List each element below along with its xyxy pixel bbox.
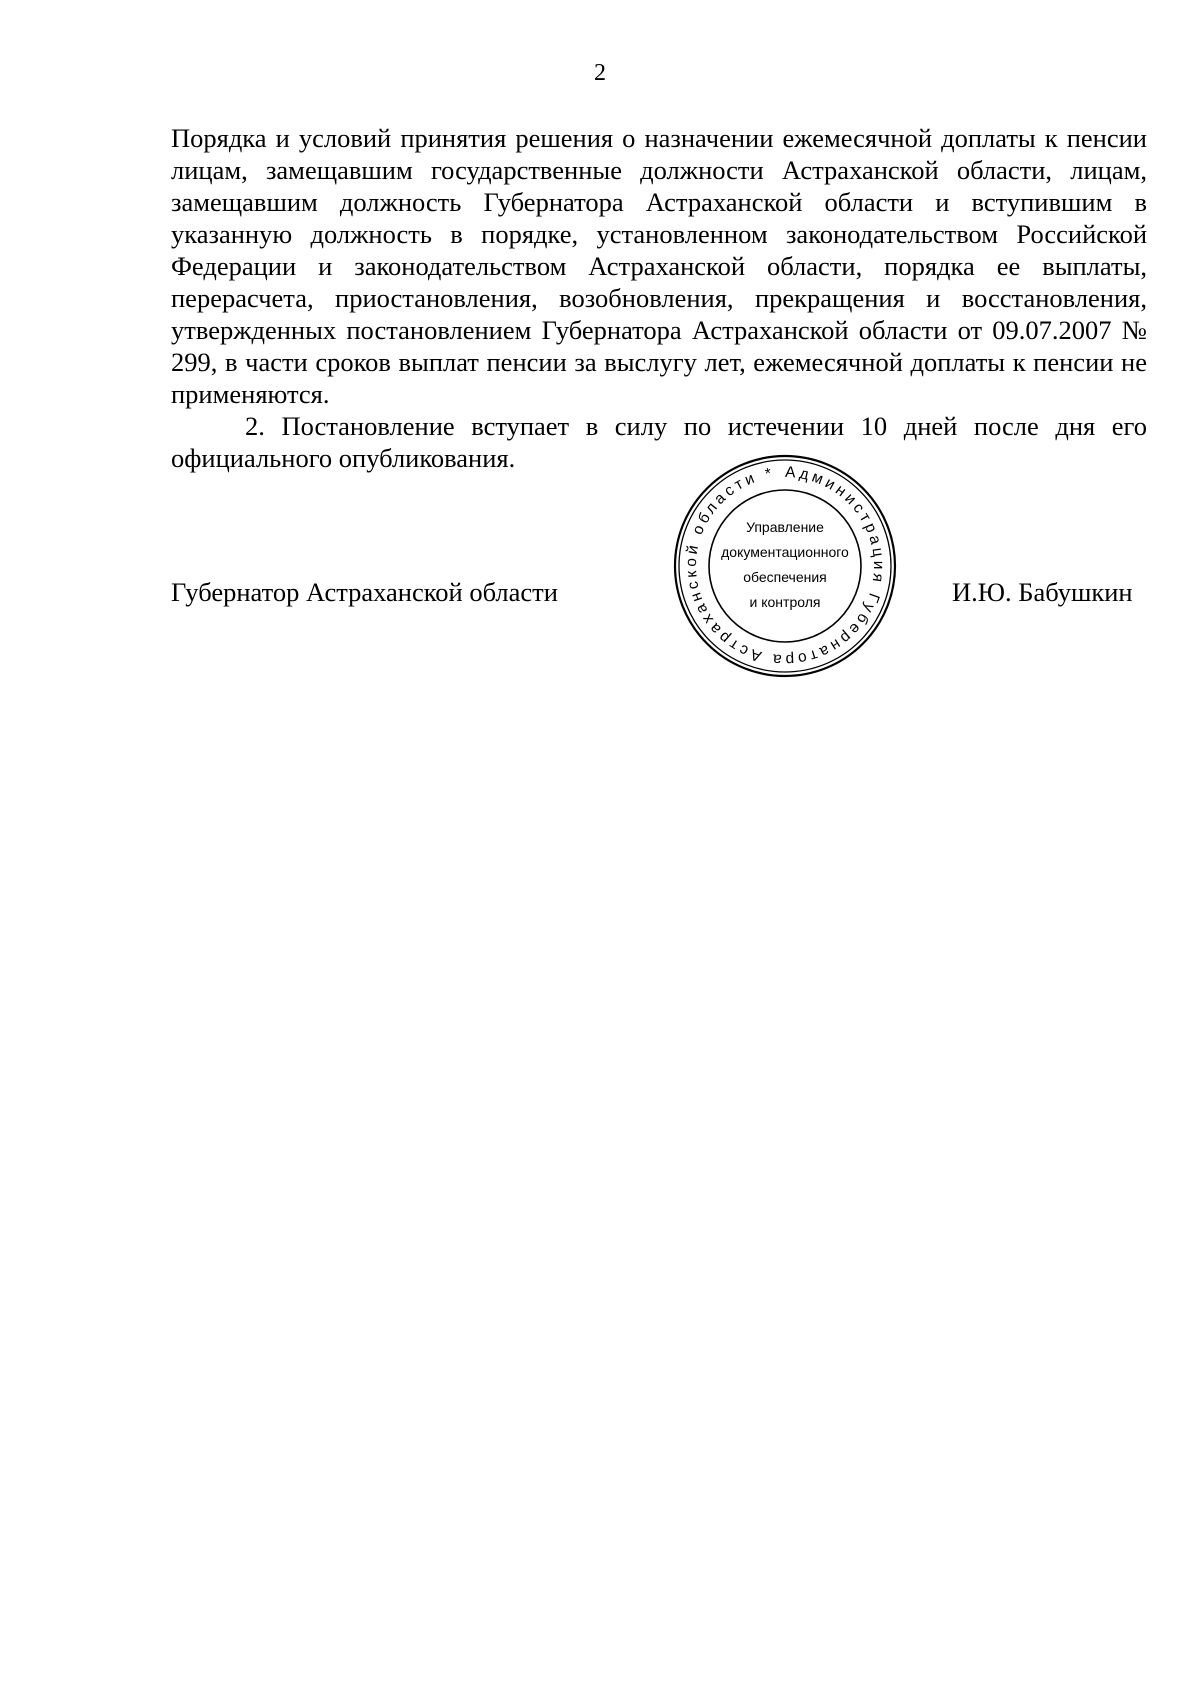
seal-center-line-2: документационного	[721, 544, 849, 560]
seal-second-ring	[679, 460, 891, 672]
seal-center-line-4: и контроля	[749, 594, 821, 610]
paragraph-continuation: Порядка и условий принятия решения о назначении ежемесячной доплаты к пенсии лицам, замещавшим государственные должности Астраханской области, лицам, замещавшим должность Губернатора Астраханской области и вступившим в указанную должность в порядке, установленном законодательством Российской Федерации и законодательством Астраханской области, порядка ее выплаты, перерасчета, приостановления, возобновления, прекращения и восстановления, утвержденных постановлением Губернатора Астраханской области от 09.07.2007 № 299, в части сроков выплат пенсии за выслугу лет, ежемесячной доплаты к пенсии не применяются.	[171, 123, 1147, 409]
seal-graphic	[672, 453, 898, 679]
signatory-name: И.Ю. Бабушкин	[952, 577, 1133, 607]
seal-center-line-3: обеспечения	[743, 569, 827, 585]
paragraph-item-2: 2. Постановление вступает в силу по истечении 10 дней после дня его официального опубликования.	[171, 411, 1147, 473]
seal-outer-ring	[675, 456, 895, 676]
seal-center-line-1: Управление	[746, 519, 824, 535]
seal-ring-textpath: Администрация Губернатора Астраханской области *	[682, 463, 887, 669]
document-body	[171, 122, 1147, 474]
signature-title: Губернатор Астраханской области	[171, 577, 558, 607]
seal-inner-ring	[709, 490, 861, 642]
official-seal	[672, 453, 898, 679]
seal-ring-text	[683, 464, 887, 668]
page-number: 2	[594, 60, 606, 86]
